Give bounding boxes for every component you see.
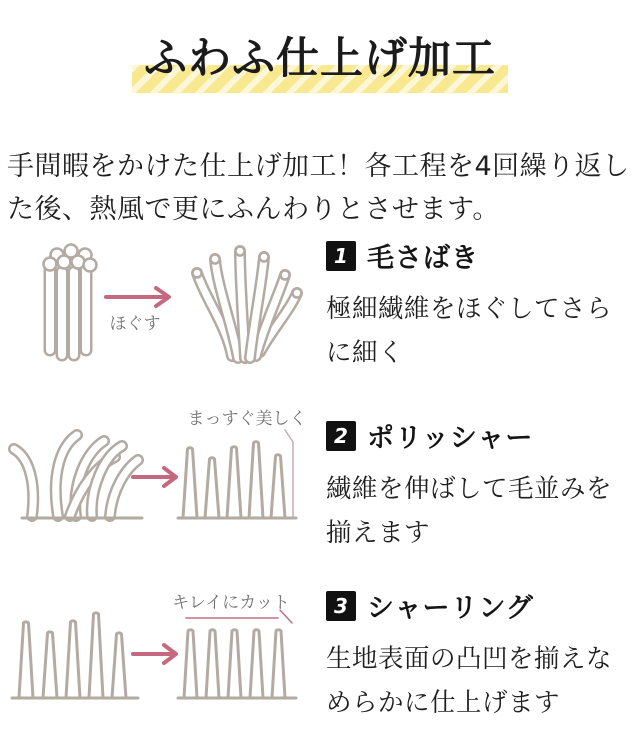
polisher-illustration xyxy=(0,400,325,562)
illustration-caption: まっすぐ美しく xyxy=(187,409,307,429)
step-description: 極細繊維をほぐしてさらに細く xyxy=(326,294,613,368)
illustration-caption: キレイにカット xyxy=(172,593,290,613)
step-row-1 xyxy=(0,230,640,385)
step-name: ポリッシャー xyxy=(367,423,534,454)
even-fibers xyxy=(184,630,285,698)
fiber-bundle-loosened xyxy=(193,247,302,359)
shearing-illustration xyxy=(0,580,325,740)
step-number-badge: 2 xyxy=(326,421,356,451)
uneven-fibers xyxy=(19,613,126,698)
arrow-right-icon xyxy=(133,645,176,663)
step-3-text xyxy=(326,586,636,726)
straightness-guide-line xyxy=(285,430,293,518)
page-title xyxy=(140,34,500,86)
step-1-header xyxy=(326,236,636,275)
step-row-2 xyxy=(0,400,640,562)
step-description: 繊維を伸ばして毛並みを揃えます xyxy=(326,474,613,548)
step-row-3 xyxy=(0,580,640,740)
title-block xyxy=(0,34,640,86)
bent-fibers xyxy=(14,435,138,516)
arrow-right-icon xyxy=(106,288,169,306)
step-2-header xyxy=(326,416,636,455)
step-number-badge: 3 xyxy=(326,591,356,621)
page-title-text: ふわふ仕上げ加工 xyxy=(144,34,496,84)
step-name: 毛さばき xyxy=(367,243,479,274)
intro-text: 手間暇をかけた仕上げ加工！各工程を4回繰り返した後、熱風で更にふんわりとさせます。 xyxy=(7,151,630,226)
straight-fibers xyxy=(183,442,285,518)
step-2-text xyxy=(326,416,636,556)
step-name: シャーリング xyxy=(367,593,534,624)
step-description: 生地表面の凸凹を揃えなめらかに仕上げます xyxy=(326,644,613,718)
step-number-badge: 1 xyxy=(326,241,356,271)
step-1-text xyxy=(326,236,636,376)
fiber-bundle-illustration xyxy=(0,230,325,385)
arrow-right-icon xyxy=(133,468,176,486)
step-3-header xyxy=(326,586,636,625)
fiber-bundle-tight xyxy=(44,245,97,356)
illustration-caption: ほぐす xyxy=(109,314,161,334)
